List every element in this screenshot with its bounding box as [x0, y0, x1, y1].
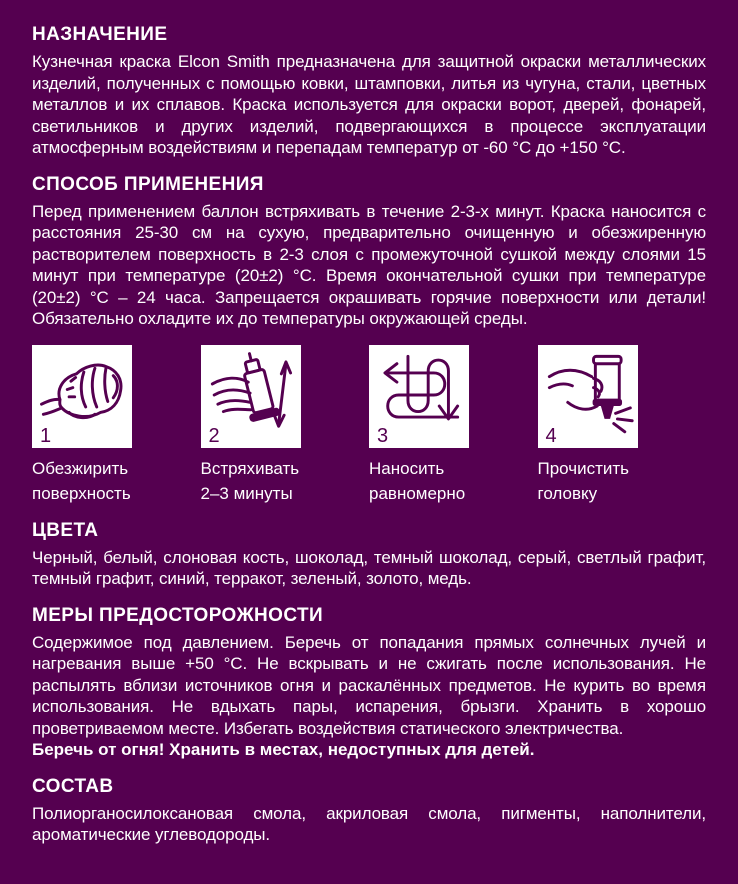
section-colors — [32, 520, 706, 590]
step-caption — [201, 456, 370, 506]
step-caption-line: головку — [537, 483, 598, 503]
step-caption-line: Обезжирить — [32, 458, 129, 478]
step-caption-line: поверхность — [32, 483, 131, 503]
step-icon-box — [201, 345, 301, 448]
application-body: Перед применением баллон встряхивать в течение 2-3-х минут. Краска наносится с расстояния 25-30 см на сухую, предварительно очищенную и обезжиренную растворителем поверхность в 2-3 слоя с промежуточной сушкой между слоями 15 минут при температуре (20±2) °С. Время окончательной сушки при температуре (20±2) °С – 24 часа. Запрещается окрашивать горячие поверхности или детали! Обязательно охладите их до температуры окружающей среды. — [32, 201, 706, 328]
step-caption-line: Прочистить — [537, 458, 630, 478]
step-number: 2 — [208, 424, 220, 447]
fire-warning-text: Беречь от огня! Хранить в местах, недоступных для детей. — [32, 740, 535, 759]
section-composition — [32, 776, 706, 846]
step-shake — [201, 345, 370, 506]
step-caption-line: Наносить — [369, 458, 445, 478]
step-icon-box — [538, 345, 638, 448]
step-apply-evenly — [369, 345, 538, 506]
step-caption — [538, 456, 707, 506]
step-caption — [32, 456, 201, 506]
step-caption-line: 2–3 минуты — [200, 483, 293, 503]
step-number: 3 — [377, 424, 389, 447]
step-caption — [369, 456, 538, 506]
step-number: 4 — [545, 424, 557, 447]
purpose-body: Кузнечная краска Elcon Smith предназначена для защитной окраски металлических изделий, полученных с помощью ковки, штамповки, литья из чугуна, стали, цветных металлов и их сплавов. Краска используется для окраски ворот, дверей, фонарей, светильников и других изделий, подвергающихся в процессе эксплуатации атмосферным воздействиям и перепадам температур от -60 °С до +150 °С. — [32, 52, 706, 157]
step-caption-line: Встряхивать — [200, 458, 300, 478]
composition-title: СОСТАВ — [32, 775, 114, 797]
step-icon-box — [369, 345, 469, 448]
application-steps-row — [32, 345, 706, 506]
step-clean-nozzle — [538, 345, 707, 506]
step-icon-box — [32, 345, 132, 448]
step-number: 1 — [40, 424, 52, 447]
section-purpose — [32, 24, 706, 159]
purpose-title: НАЗНАЧЕНИЕ — [32, 24, 168, 45]
colors-title: ЦВЕТА — [32, 519, 99, 541]
composition-body: Полиорганосилоксановая смола, акриловая смола, пигменты, наполнители, ароматические углеводороды. — [32, 803, 706, 844]
precautions-title: МЕРЫ ПРЕДОСТОРОЖНОСТИ — [32, 604, 324, 626]
application-title: СПОСОБ ПРИМЕНЕНИЯ — [32, 173, 264, 195]
step-caption-line: равномерно — [369, 483, 466, 503]
step-degrease — [32, 345, 201, 506]
section-precautions — [32, 605, 706, 761]
section-application — [32, 174, 706, 330]
colors-body: Черный, белый, слоновая кость, шоколад, темный шоколад, серый, светлый графит, темный графит, синий, терракот, зеленый, золото, медь. — [32, 547, 706, 588]
precautions-body: Содержимое под давлением. Беречь от попадания прямых солнечных лучей и нагревания выше +50 °С. Не вскрывать и не сжигать после использования. Не распылять вблизи источников огня и раскалённых предметов. Не курить во время использования. Не вдыхать пары, испарения, брызги. Хранить в хорошо проветриваемом месте. Избегать воздействия статического электричества. — [32, 632, 706, 738]
